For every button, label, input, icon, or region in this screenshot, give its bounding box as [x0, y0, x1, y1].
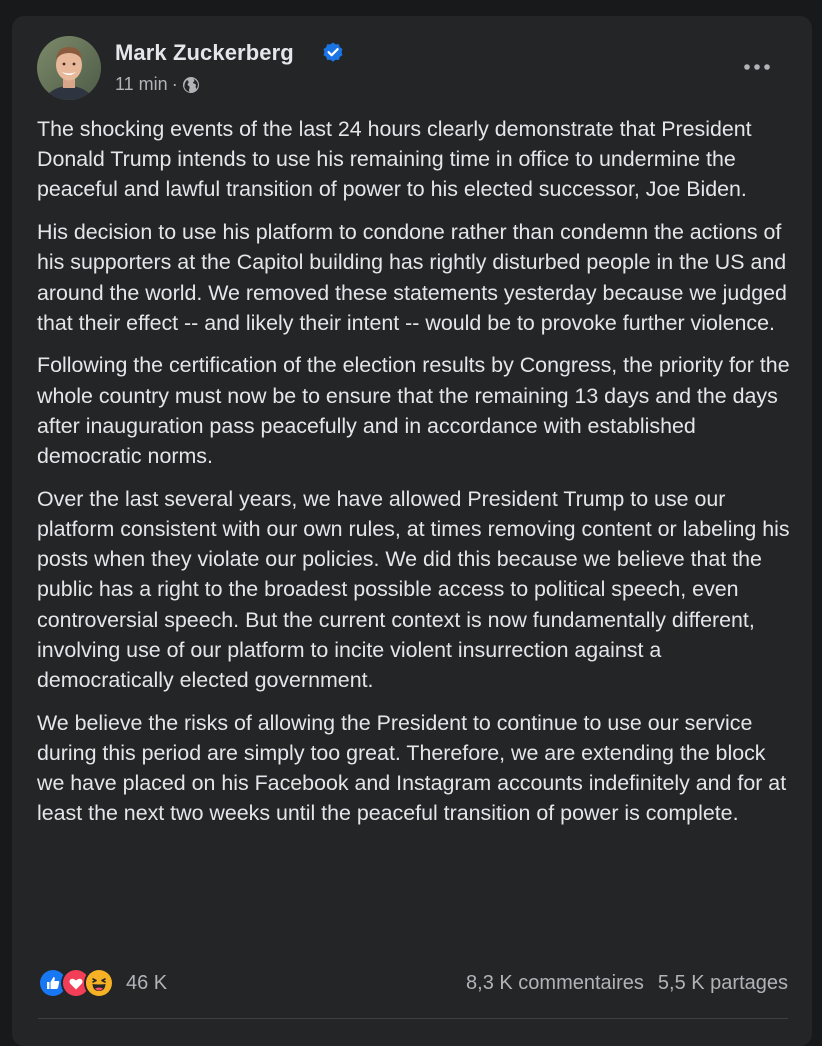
more-options-icon[interactable] [742, 58, 772, 76]
author-name[interactable]: Mark Zuckerberg [115, 40, 294, 65]
post-paragraph: The shocking events of the last 24 hours clearly demonstrate that President Donald Trump intends to use his remaining time in office to undermine the peaceful and lawful transition of power to his elected successor, Joe Biden. [37, 117, 752, 202]
post-timestamp[interactable]: 11 min [115, 74, 168, 94]
post-paragraph: Following the certification of the election results by Congress, the priority for the whole country must now be to ensure that the remaining 13 days and the days after inauguration pass peacefully and in accordance with established democratic norms. [37, 353, 790, 469]
haha-icon [84, 968, 114, 998]
post-meta [115, 74, 200, 95]
reactions-count[interactable]: 46 K [126, 971, 168, 994]
avatar[interactable] [37, 36, 101, 100]
meta-separator: · [171, 74, 178, 94]
post-paragraph: Over the last several years, we have allowed President Trump to use our platform consistent with our own rules, at times removing content or labeling his posts when they violate our policies. We did this because we believe that the public has a right to the broadest possible access to political speech, even controversial speech. But the current context is now fundamentally different, involving use of our platform to incite violent insurrection against a democratically elected government. [37, 486, 790, 692]
post-paragraph: We believe the risks of allowing the President to continue to use our service during this period are simply too great. Therefore, we are extending the block we have placed on his Facebook and Instagram accounts indefinitely and for at least the next two weeks until the peaceful transition of power is complete. [37, 710, 787, 826]
post-paragraph: His decision to use his platform to condone rather than condemn the actions of his supporters at the Capitol building has rightly disturbed people in the US and around the world. We removed these statements yesterday because we judged that their effect -- and likely their intent -- would be to provoke further violence. [37, 220, 787, 335]
post-footer [38, 966, 788, 1000]
post-card [12, 16, 812, 1046]
globe-icon [182, 76, 200, 94]
avatar-image [37, 36, 101, 100]
footer-divider [38, 1018, 788, 1019]
post-text [37, 114, 797, 841]
shares-count[interactable]: 5,5 K partages [657, 971, 788, 994]
reactions-summary[interactable] [38, 968, 167, 998]
post-header [37, 36, 792, 102]
verified-badge-icon [321, 40, 345, 64]
comments-count[interactable]: 8,3 K commentaires [466, 971, 644, 994]
